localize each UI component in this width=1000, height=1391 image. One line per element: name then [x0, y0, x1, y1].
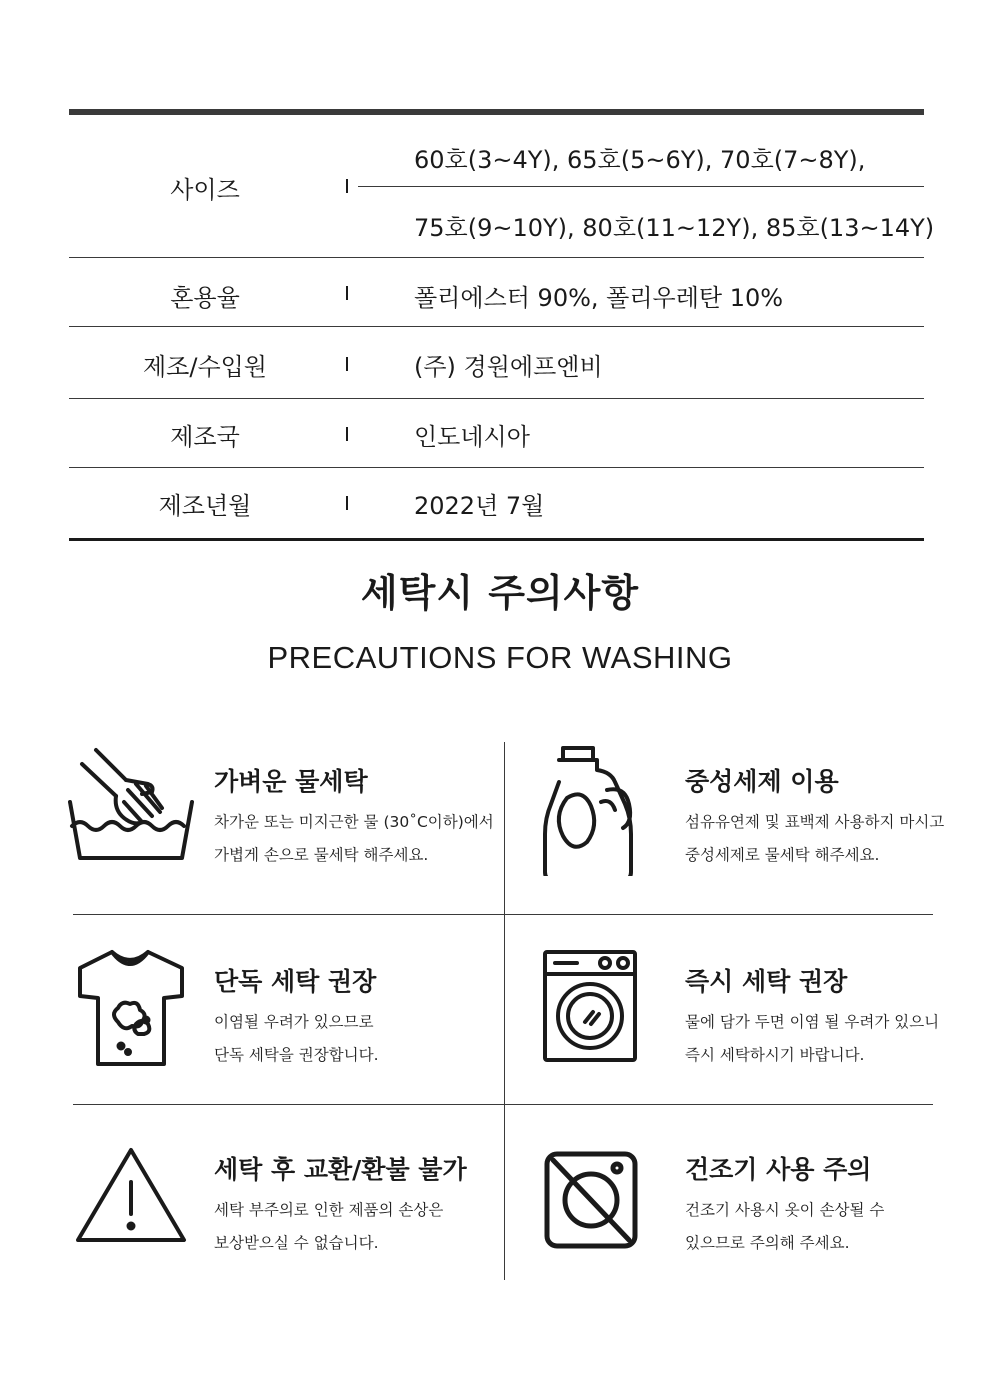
washing-title: 세탁시 주의사항 — [360, 571, 640, 615]
detergent-bottle-icon — [537, 746, 667, 876]
product-spec-table — [69, 115, 935, 541]
care-item-description: 차가운 또는 미지근한 물 (30˚C이하)에서 가볍게 손으로 물세탁 해주세요. — [214, 813, 494, 864]
spec-row-date — [69, 468, 924, 541]
spec-separator — [346, 179, 348, 193]
spec-separator — [346, 427, 348, 441]
care-item-title: 즉시 세탁 권장 — [685, 967, 848, 996]
stained-shirt-icon — [66, 946, 196, 1076]
washing-subtitle: PRECAUTIONS FOR WASHING — [267, 640, 733, 675]
warning-triangle-icon — [66, 1134, 196, 1264]
care-item-description: 섬유유연제 및 표백제 사용하지 마시고 중성세제로 물세탁 해주세요. — [685, 813, 945, 864]
spec-label: 제조/수입원 — [142, 353, 267, 381]
spec-label: 사이즈 — [170, 176, 240, 204]
grid-horizontal-divider — [73, 914, 933, 915]
care-item-title: 중성세제 이용 — [685, 767, 839, 796]
care-item-description: 이염될 우려가 있으므로 단독 세탁을 권장합니다. — [214, 1013, 379, 1064]
spec-value: 60호(3~4Y), 65호(5~6Y), 70호(7~8Y), — [414, 146, 866, 174]
spec-value: 75호(9~10Y), 80호(11~12Y), 85호(13~14Y) — [414, 214, 935, 242]
care-item-description: 건조기 사용시 옷이 손상될 수 있으므로 주의해 주세요. — [685, 1201, 885, 1252]
spec-row-size — [69, 115, 935, 258]
grid-horizontal-divider — [73, 1104, 933, 1105]
size-divider — [358, 186, 924, 187]
care-item-description: 세탁 부주의로 인한 제품의 손상은 보상받으실 수 없습니다. — [214, 1201, 444, 1252]
spec-value: 인도네시아 — [414, 423, 530, 451]
spec-separator — [346, 357, 348, 371]
spec-row-country — [69, 399, 924, 468]
spec-label: 제조년월 — [158, 492, 252, 520]
care-item-title: 세탁 후 교환/환불 불가 — [214, 1155, 467, 1184]
spec-row-manufacturer — [69, 327, 924, 399]
spec-label: 혼용율 — [170, 284, 240, 312]
hand-wash-icon — [66, 746, 196, 876]
spec-separator — [346, 496, 348, 510]
spec-value: (주) 경원에프엔비 — [414, 353, 603, 381]
spec-row-material — [69, 258, 924, 327]
care-item-title: 가벼운 물세탁 — [214, 767, 368, 796]
no-dryer-icon — [537, 1134, 667, 1264]
spec-value: 폴리에스터 90%, 폴리우레탄 10% — [414, 284, 784, 312]
spec-separator — [346, 286, 348, 300]
care-item-title: 단독 세탁 권장 — [214, 967, 377, 996]
spec-label: 제조국 — [170, 423, 240, 451]
care-item-description: 물에 담가 두면 이염 될 우려가 있으니 즉시 세탁하시기 바랍니다. — [685, 1013, 940, 1064]
care-item-title: 건조기 사용 주의 — [685, 1155, 872, 1184]
grid-vertical-divider — [504, 742, 505, 1280]
spec-value: 2022년 7월 — [414, 492, 545, 520]
washing-machine-icon — [537, 946, 667, 1076]
